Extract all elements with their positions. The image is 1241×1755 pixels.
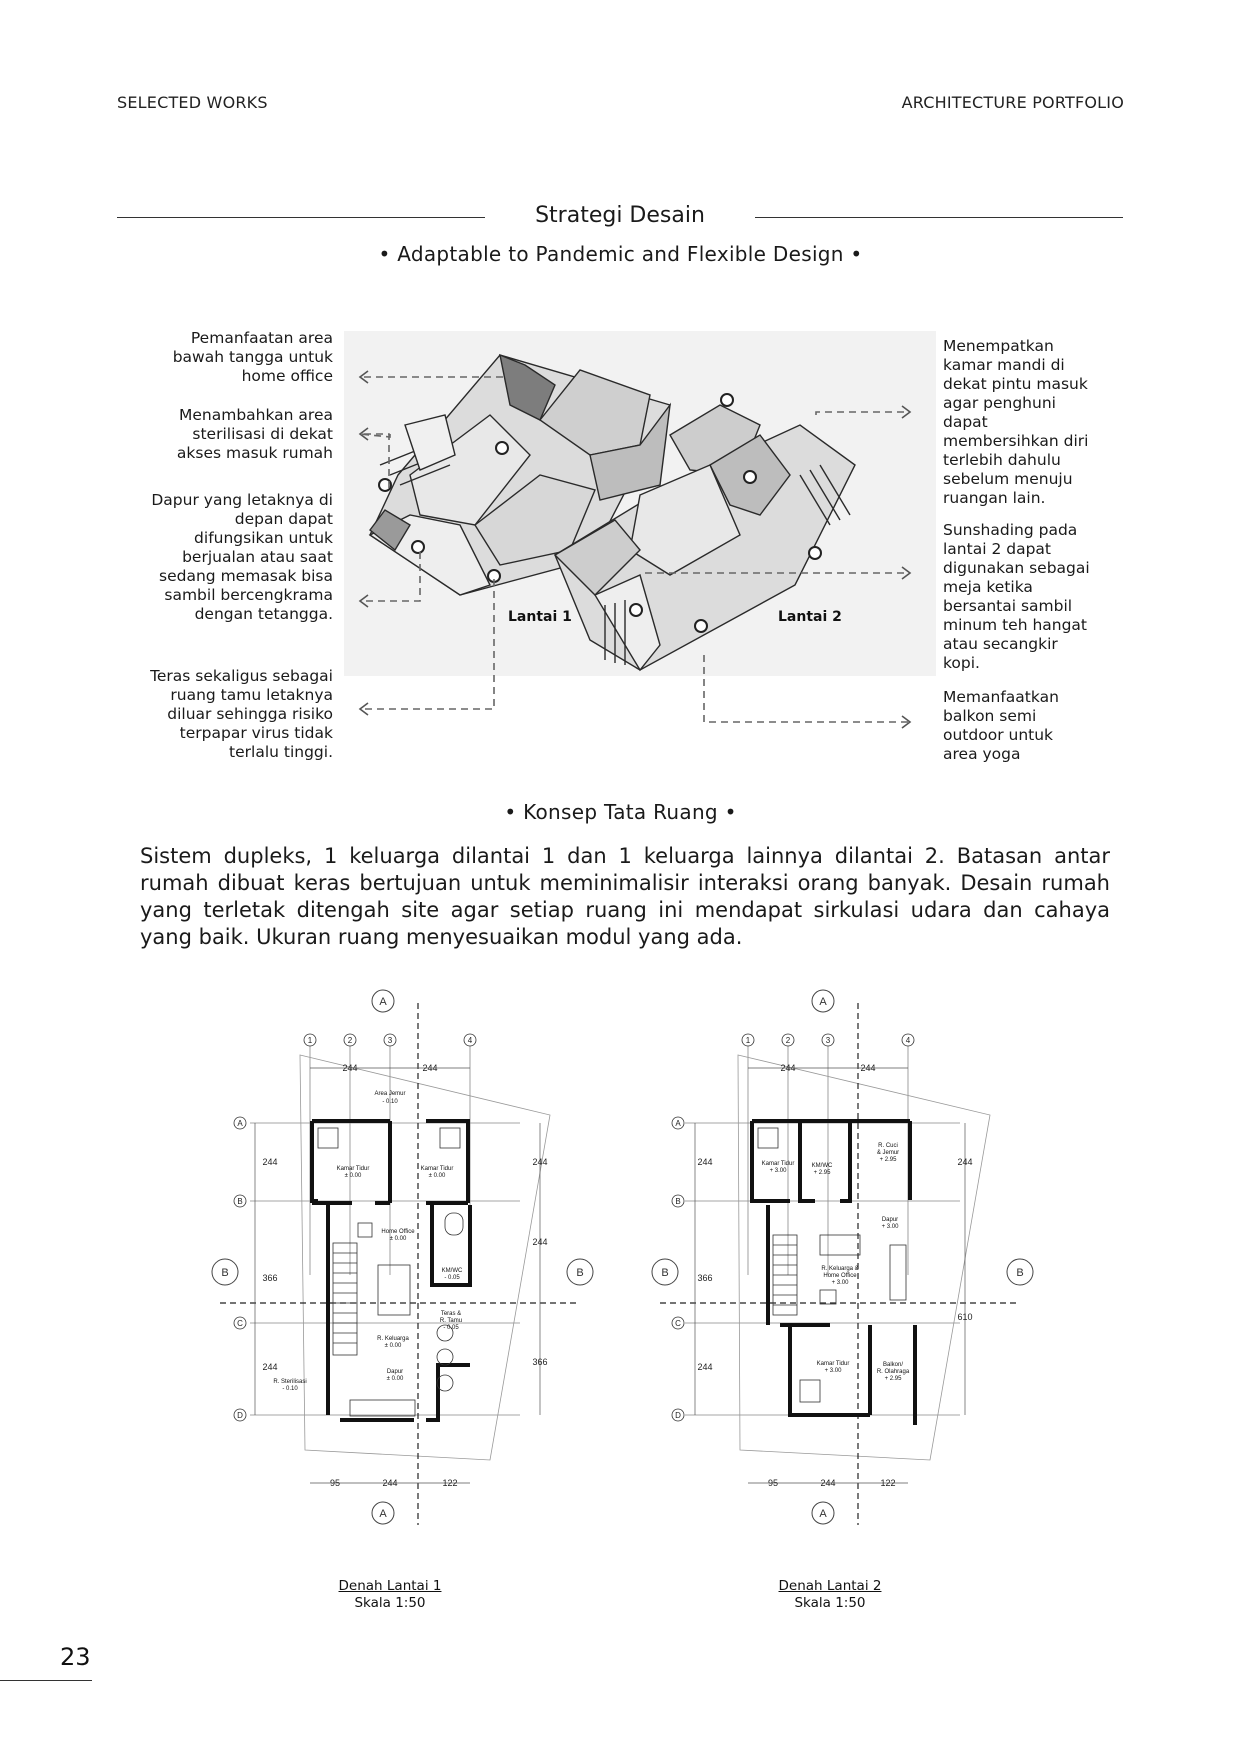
- note-bathroom: Menempatkan kamar mandi di dekat pintu masuk agar penghuni dapat membersihkan diri terlebih dahulu sebelum menuju ruangan lain.: [943, 337, 1089, 507]
- room-kamar-tidur-b: Kamar Tidur: [420, 1166, 454, 1172]
- room-kmwc: KM/WC: [811, 1163, 833, 1169]
- section-marker-b-left: B: [221, 1267, 229, 1279]
- dim-bottom-3: 122: [442, 1478, 458, 1488]
- grid-col-1: 1: [307, 1036, 313, 1045]
- svg-text:± 0.00: ± 0.00: [389, 1236, 407, 1242]
- dim-left-2: 366: [262, 1273, 278, 1283]
- section-marker-b-left: B: [661, 1267, 669, 1279]
- room-dapur: Dapur: [881, 1217, 899, 1223]
- dim-top-2: 244: [422, 1063, 438, 1073]
- svg-text:R. Olahraga: R. Olahraga: [876, 1369, 910, 1375]
- header-left: SELECTED WORKS: [117, 93, 268, 112]
- concept-title: • Konsep Tata Ruang •: [504, 800, 737, 824]
- plan2-scale: Skala 1:50: [794, 1595, 866, 1611]
- svg-text:- 0.05: - 0.05: [444, 1275, 460, 1281]
- dim-bottom-2: 244: [382, 1478, 398, 1488]
- plan1-scale: Skala 1:50: [354, 1595, 426, 1611]
- concept-paragraph: Sistem dupleks, 1 keluarga dilantai 1 dan 1 keluarga lainnya dilantai 2. Batasan antar rumah dibuat keras bertujuan untuk meminimalisir interaksi orang banyak. Desain rumah yang terletak ditengah site agar setiap ruang ini mendapat sirkulasi udara dan cahaya yang baik. Ukuran ruang menyesuaikan modul yang ada.: [140, 844, 1110, 949]
- dim-right-1: 244: [532, 1157, 548, 1167]
- grid-row-d: D: [675, 1411, 681, 1420]
- grid-col-4: 4: [905, 1036, 911, 1045]
- note-kitchen: Dapur yang letaknya di depan dapat difungsikan untuk berjualan atau saat sedang memasak bisa sambil bercengkrama dengan tetangga.: [151, 491, 333, 623]
- section-marker-b-right: B: [576, 1267, 584, 1279]
- grid-col-3: 3: [825, 1036, 831, 1045]
- room-teras: Teras &: [440, 1311, 462, 1317]
- dim-right-3: 366: [532, 1357, 548, 1367]
- svg-text:+ 2.95: + 2.95: [884, 1376, 902, 1382]
- dim-top-2: 244: [860, 1063, 876, 1073]
- dim-bottom-2: 244: [820, 1478, 836, 1488]
- plan2-caption: [760, 1578, 900, 1612]
- section-marker-b-right: B: [1016, 1267, 1024, 1279]
- dim-left-1: 244: [262, 1157, 278, 1167]
- section-marker-a-bottom: A: [379, 1508, 387, 1520]
- note-stair-office: Pemanfaatan area bawah tangga untuk home office: [172, 329, 333, 385]
- note-terrace: Teras sekaligus sebagai ruang tamu letaknya diluar sehingga risiko terpapar virus tidak terlalu tinggi.: [150, 667, 333, 761]
- plan1-caption: [320, 1578, 460, 1612]
- room-rcuci: R. Cuci: [878, 1143, 898, 1149]
- svg-text:± 0.00: ± 0.00: [384, 1343, 402, 1349]
- dim-bottom-1: 95: [767, 1478, 779, 1488]
- dim-bottom-3: 122: [880, 1478, 896, 1488]
- dim-top-1: 244: [780, 1063, 796, 1073]
- svg-text:& Jemur: & Jemur: [876, 1150, 900, 1156]
- plan1-title: Denah Lantai 1: [338, 1578, 442, 1594]
- grid-row-c: C: [237, 1319, 243, 1328]
- note-sterilisation: Menambahkan area sterilisasi di dekat akses masuk rumah: [176, 406, 333, 462]
- grid-col-3: 3: [387, 1036, 393, 1045]
- room-dapur: Dapur: [386, 1369, 404, 1375]
- dim-bottom-1: 95: [329, 1478, 341, 1488]
- svg-text:+ 2.95: + 2.95: [879, 1157, 897, 1163]
- grid-col-2: 2: [785, 1036, 791, 1045]
- page-number: 23: [60, 1643, 91, 1671]
- leader-lines: [0, 0, 1241, 800]
- dim-right-2: 610: [957, 1312, 973, 1322]
- grid-row-a: A: [237, 1119, 243, 1128]
- section-marker-a-top: A: [379, 996, 387, 1008]
- floor-plan-2: [640, 985, 1050, 1530]
- svg-text:+ 2.95: + 2.95: [813, 1170, 831, 1176]
- grid-row-a: A: [675, 1119, 681, 1128]
- header-right: ARCHITECTURE PORTFOLIO: [901, 93, 1124, 112]
- section-subtitle: • Adaptable to Pandemic and Flexible Design •: [378, 242, 863, 266]
- svg-text:R. Tamu: R. Tamu: [439, 1318, 463, 1324]
- svg-text:Home Office: Home Office: [823, 1273, 857, 1279]
- svg-text:+ 3.00: + 3.00: [831, 1280, 849, 1286]
- page-number-rule: [0, 1680, 92, 1681]
- axo-label-floor2: Lantai 2: [778, 609, 842, 625]
- dim-left-3: 244: [262, 1362, 278, 1372]
- svg-text:± 0.00: ± 0.00: [428, 1173, 446, 1179]
- section-title: Strategi Desain: [535, 203, 705, 228]
- dim-left-2: 366: [697, 1273, 713, 1283]
- room-kamar-tidur-a: Kamar Tidur: [336, 1166, 370, 1172]
- grid-row-b: B: [675, 1197, 681, 1206]
- grid-row-b: B: [237, 1197, 243, 1206]
- room-balkon: Balkon/: [882, 1362, 904, 1368]
- dim-left-3: 244: [697, 1362, 713, 1372]
- room-home-office: Home Office: [381, 1229, 415, 1235]
- svg-text:± 0.00: ± 0.00: [386, 1376, 404, 1382]
- floor-plan-1: [200, 985, 610, 1530]
- svg-text:- 0.05: - 0.05: [443, 1325, 459, 1331]
- room-kmwc: KM/WC: [441, 1268, 463, 1274]
- note-balcony: Memanfaatkan balkon semi outdoor untuk area yoga: [943, 688, 1059, 763]
- grid-col-2: 2: [347, 1036, 353, 1045]
- room-keluarga: R. Keluarga: [377, 1336, 409, 1342]
- room-kamar-tidur-b: Kamar Tidur: [816, 1361, 850, 1367]
- svg-text:± 0.00: ± 0.00: [344, 1173, 362, 1179]
- grid-col-1: 1: [745, 1036, 751, 1045]
- note-sunshading: Sunshading pada lantai 2 dapat digunakan sebagai meja ketika bersantai sambil minum teh hangat atau secangkir kopi.: [943, 521, 1090, 672]
- room-sterilisasi: R. Sterilisasi: [273, 1379, 307, 1385]
- svg-text:- 0.10: - 0.10: [282, 1386, 298, 1392]
- axo-label-floor1: Lantai 1: [508, 609, 572, 625]
- grid-col-4: 4: [467, 1036, 473, 1045]
- svg-text:+ 3.00: + 3.00: [881, 1224, 899, 1230]
- section-marker-a-top: A: [819, 996, 827, 1008]
- room-kamar-tidur-a: Kamar Tidur: [761, 1161, 795, 1167]
- dim-top-1: 244: [342, 1063, 358, 1073]
- dim-left-1: 244: [697, 1157, 713, 1167]
- grid-row-c: C: [675, 1319, 681, 1328]
- section-marker-a-bottom: A: [819, 1508, 827, 1520]
- room-keluarga: R. Keluarga &: [821, 1266, 859, 1272]
- svg-text:- 0.10: - 0.10: [382, 1099, 398, 1105]
- svg-text:+ 3.00: + 3.00: [824, 1368, 842, 1374]
- dim-right-1: 244: [957, 1157, 973, 1167]
- plan2-title: Denah Lantai 2: [778, 1578, 882, 1594]
- svg-text:+ 3.00: + 3.00: [769, 1168, 787, 1174]
- dim-right-2: 244: [532, 1237, 548, 1247]
- grid-row-d: D: [237, 1411, 243, 1420]
- room-area-jemur: Area Jemur: [374, 1091, 406, 1097]
